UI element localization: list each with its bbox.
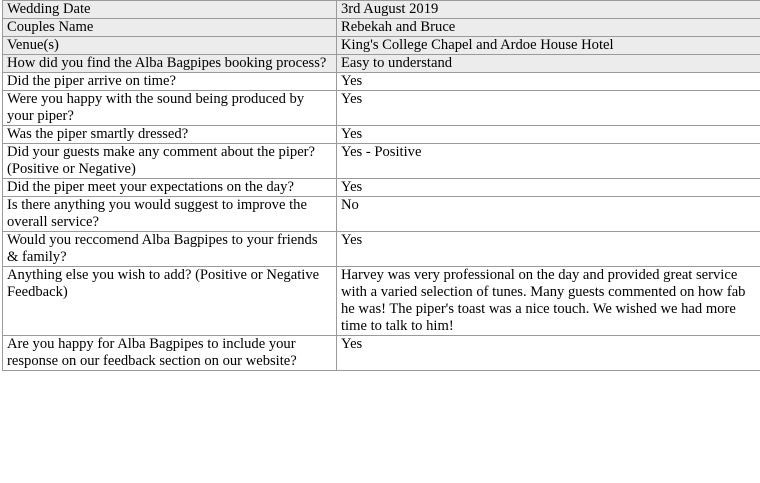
answer-cell: Yes	[337, 73, 760, 91]
answer-cell: Harvey was very professional on the day and provided great service with a varied selection of tunes. Many guests commented on how fab he was! The piper's toast was a nice touch. We wished we had more time to talk to him!	[337, 267, 760, 336]
row-dressed	[3, 126, 760, 144]
answer-cell: 3rd August 2019	[337, 1, 760, 19]
feedback-form-table	[2, 0, 760, 371]
row-couples-name	[3, 19, 760, 37]
answer-cell: King's College Chapel and Ardoe House Hotel	[337, 37, 760, 55]
row-include-response	[3, 336, 760, 371]
answer-cell: No	[337, 197, 760, 232]
question-cell: Was the piper smartly dressed?	[3, 126, 337, 144]
question-cell: How did you find the Alba Bagpipes booking process?	[3, 55, 337, 73]
row-recommend	[3, 232, 760, 267]
row-expectations	[3, 179, 760, 197]
question-cell: Is there anything you would suggest to improve the overall service?	[3, 197, 337, 232]
row-wedding-date	[3, 1, 760, 19]
row-arrive-on-time	[3, 73, 760, 91]
row-venues	[3, 37, 760, 55]
question-cell: Wedding Date	[3, 1, 337, 19]
answer-cell: Yes	[337, 126, 760, 144]
question-cell: Would you reccomend Alba Bagpipes to your friends & family?	[3, 232, 337, 267]
answer-cell: Yes	[337, 179, 760, 197]
answer-cell: Easy to understand	[337, 55, 760, 73]
row-sound	[3, 91, 760, 126]
question-cell: Did the piper arrive on time?	[3, 73, 337, 91]
answer-cell: Yes	[337, 91, 760, 126]
question-cell: Anything else you wish to add? (Positive or Negative Feedback)	[3, 267, 337, 336]
question-cell: Venue(s)	[3, 37, 337, 55]
row-anything-else	[3, 267, 760, 336]
answer-cell: Rebekah and Bruce	[337, 19, 760, 37]
row-booking-process	[3, 55, 760, 73]
question-cell: Were you happy with the sound being produced by your piper?	[3, 91, 337, 126]
answer-cell: Yes	[337, 336, 760, 371]
question-cell: Did the piper meet your expectations on the day?	[3, 179, 337, 197]
answer-cell: Yes	[337, 232, 760, 267]
answer-cell: Yes - Positive	[337, 144, 760, 179]
question-cell: Did your guests make any comment about the piper? (Positive or Negative)	[3, 144, 337, 179]
row-improve-service	[3, 197, 760, 232]
row-guest-comments	[3, 144, 760, 179]
question-cell: Are you happy for Alba Bagpipes to include your response on our feedback section on our website?	[3, 336, 337, 371]
question-cell: Couples Name	[3, 19, 337, 37]
